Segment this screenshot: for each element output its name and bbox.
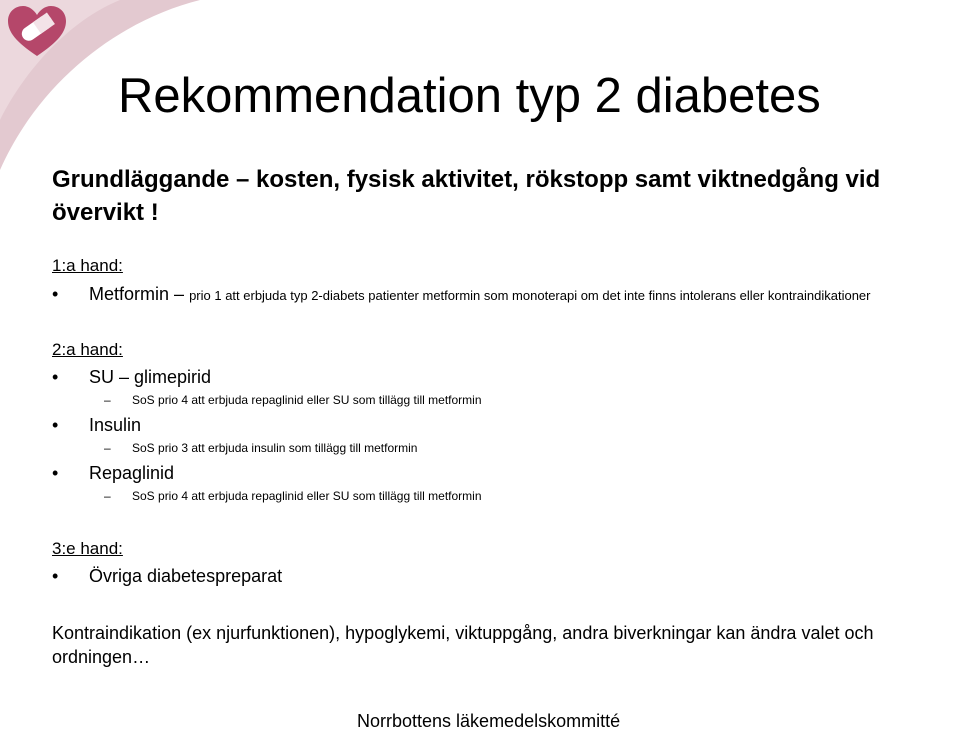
contraindication-text: Kontraindikation (ex njurfunktionen), hypoglykemi, viktuppgång, andra biverkningar kan ändra valet och ordningen… (52, 623, 874, 667)
sub-text: SoS prio 4 att erbjuda repaglinid eller SU som tillägg till metformin (132, 489, 482, 503)
list-item (52, 463, 174, 484)
second-hand-heading: 2:a hand: (52, 340, 123, 359)
item-name: Övriga diabetespreparat (89, 566, 283, 586)
heart-pill-logo-icon (6, 4, 68, 60)
page-title: Rekommendation typ 2 diabetes (118, 69, 821, 123)
item-name: Metformin (89, 284, 170, 304)
intro-text: Grundläggande – kosten, fysisk aktivitet, rökstopp samt viktnedgång vid övervikt ! (52, 166, 881, 226)
list-item (52, 566, 282, 587)
bullet-glyph: • (52, 415, 59, 435)
third-hand-heading: 3:e hand: (52, 539, 123, 558)
sub-item (104, 393, 482, 407)
sub-item (104, 441, 417, 455)
bullet-glyph: • (52, 566, 59, 586)
item-name: Repaglinid (89, 463, 175, 483)
item-name: Insulin (89, 415, 142, 435)
bullet-glyph: • (52, 367, 59, 387)
bullet-glyph: • (52, 463, 59, 483)
sub-dash: – (104, 393, 111, 407)
sub-text: SoS prio 4 att erbjuda repaglinid eller SU som tillägg till metformin (132, 393, 482, 407)
sub-text: SoS prio 3 att erbjuda insulin som tillägg till metformin (132, 441, 418, 455)
item-name: SU – glimepirid (89, 367, 212, 387)
sub-item (104, 489, 482, 503)
sub-dash: – (104, 489, 111, 503)
bullet-glyph: • (52, 284, 59, 304)
item-detail: prio 1 att erbjuda typ 2-diabets patienter metformin som monoterapi om det inte finns intolerans eller kontraindikationer (189, 288, 871, 303)
list-item (52, 284, 870, 305)
footer-text: Norrbottens läkemedelskommitté (357, 711, 621, 731)
list-item (52, 415, 141, 436)
first-hand-heading: 1:a hand: (52, 256, 123, 275)
item-dash: – (174, 284, 185, 304)
sub-dash: – (104, 441, 111, 455)
list-item (52, 367, 211, 388)
